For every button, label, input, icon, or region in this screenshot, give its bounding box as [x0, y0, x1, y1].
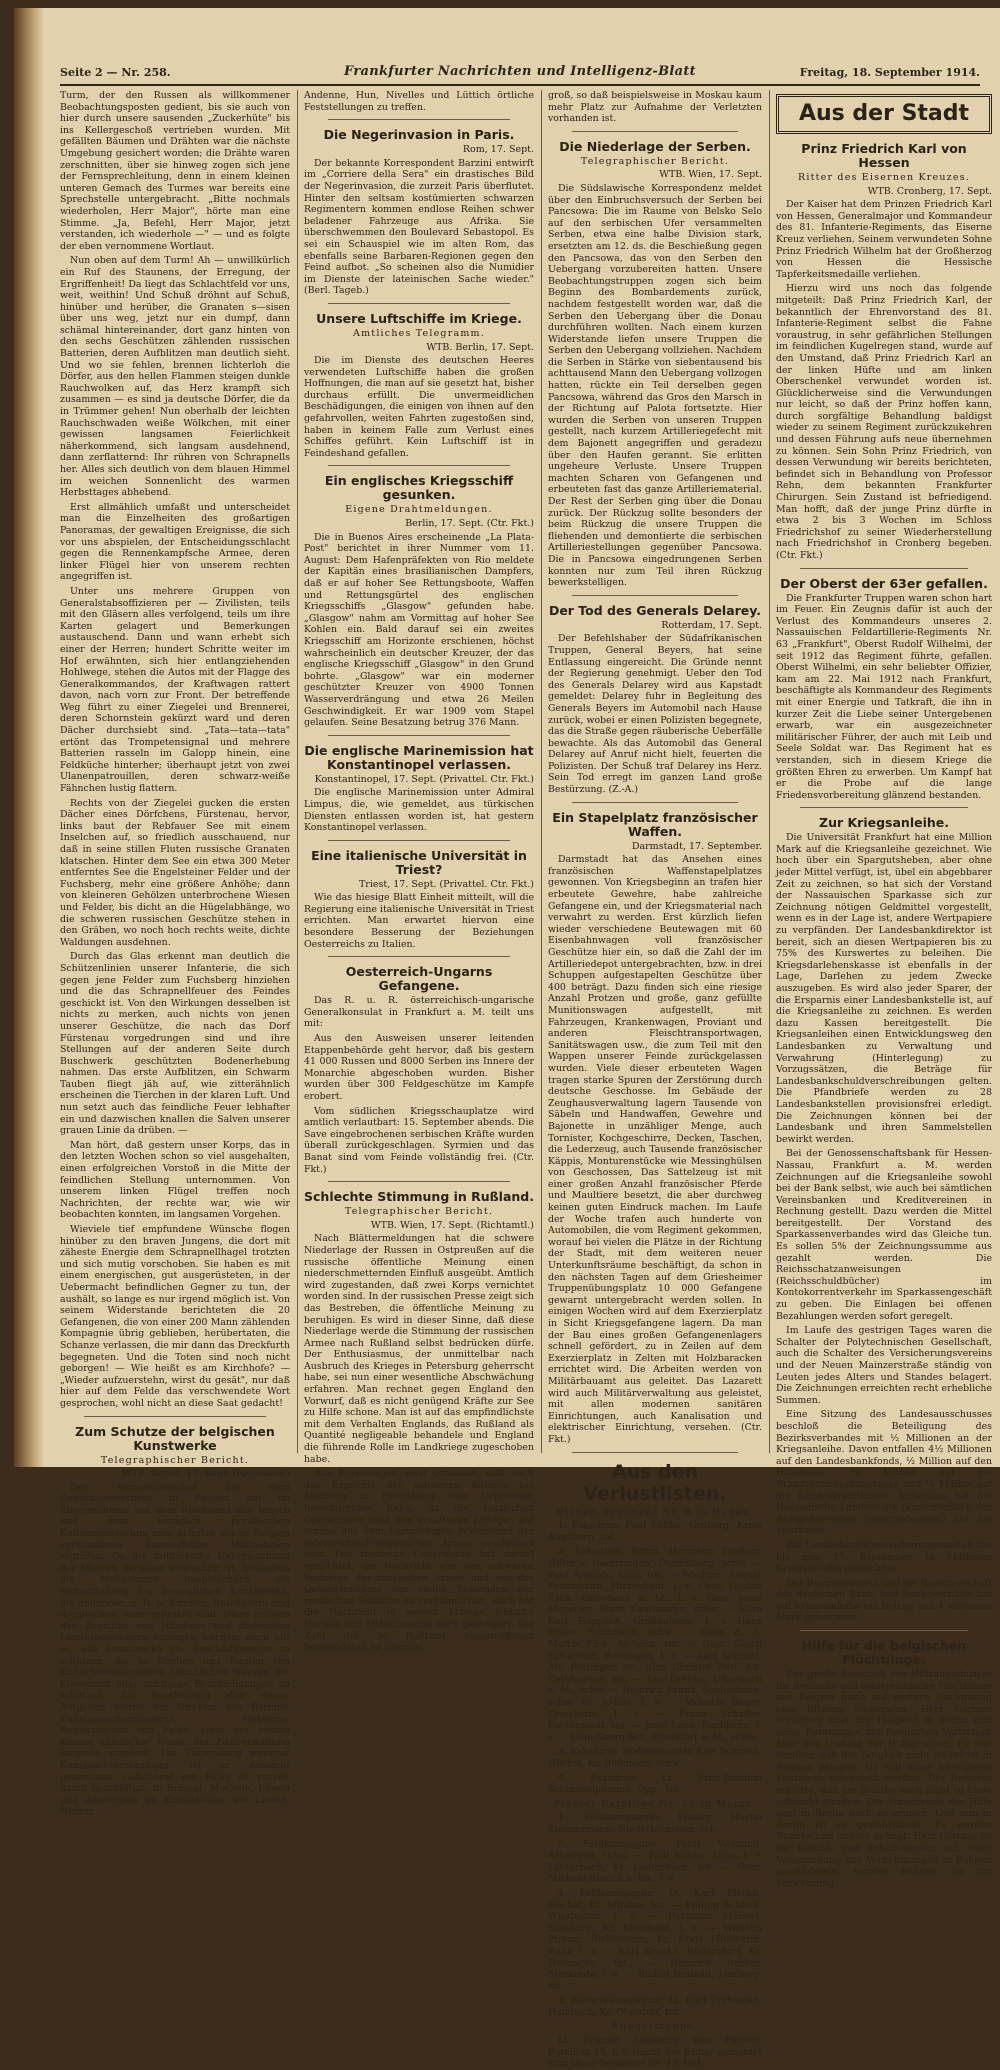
article-separator	[328, 119, 510, 120]
headline-kriegsschiff: Ein englisches Kriegsschiff gesunken.	[324, 473, 514, 503]
list-entry: 1. Feldkompagnie: Pionier Martin Zimmermann, Niederlahnstein, tot.	[548, 1812, 762, 1835]
article-separator	[572, 802, 738, 803]
dateline: WTB. Berlin, 17. Sept. (Richtamtl.)	[121, 1468, 290, 1480]
subheadline: Pionier-Bataillon Nr. 25 in Mainz.	[553, 1798, 757, 1810]
article-paragraph: Eine Sitzung des Landesausschusses beschloß die Beteiligung des Bezirksverbandes mit ½ Millionen an der Kriegsanleihe. Davon entfallen 4½ Millionen auf den Landesbankfonds, ½ Million auf den Hilfsfonds, ¼ Million auf die Brandversicherungskasse und ¼ Million auf die Landeskreditkasse. Außerdem hat die Nassauische Landesbank (einschließlich der dazugehörenden Spargutsbanken) auf die Sparkasse.	[776, 1409, 992, 1537]
list-entry: 3. Feldkompagnie: Peter Weigand, Arheilgen, schw. — Paul Kohler, Olpe, l. v. Lauterbach, Kr. Lauterbach, tot. — Gesr. Michael Bierich a. Rh., l. v.	[548, 1838, 762, 1885]
section-title-aus-der-stadt: Aus der Stadt	[776, 94, 992, 134]
article-paragraph: Nach Blättermeldungen hat die schwere Niederlage der Russen in Ostpreußen auf die russische öffentliche Meinung einen niederschmetternden Einfluß ausgeübt. Amtlich wird zugestanden, daß zwei Korps vernichtet worden sind. In der russischen Presse zeigt sich das Bestreben, die öffentliche Meinung zu beruhigen. Es wird in dieser Sinne, daß diese Niederlage werde die Stimmung der russischen Armee nach Rußland selbst bedrücken dürfe. Der Enthusiasmus, der unmittelbar nach Ausbruch des Krieges in Petersburg geherrscht habe, sei nun einer wesentliche Abschwächung erfahren. Man rechnet gegen England den Vorwurf, daß es nicht genügend Kräfte zur See zu Hilfe schone. Man ist auf das empfindlichste mit dem Verhalten Englands, das Rußland als Quantité negligeable behandele und England die führende Rolle im Landkriege zugeschoben habe.	[304, 1233, 534, 1465]
headline-gefangene: Oesterreich-Ungarns Gefangene.	[345, 964, 493, 994]
headline-marinemission: Die englische Marinemission hat Konstantinopel verlassen.	[304, 742, 534, 772]
article-paragraph: Wie das hiesige Blatt Einheit mitteilt, will die Regierung eine italienische Universität in Triest errichten. Man erwartet hiervon eine besondere Besserung der Beziehungen Oesterreichs zu Italien.	[304, 892, 534, 950]
article-separator	[328, 465, 510, 466]
list-entry: 4. Eskadron: Lt. Fritz-Joachim Schimmelpfennig, Opp., tot.	[548, 1772, 762, 1796]
list-entry: 1. Eskadron: Paul Lübke, Grüberg, Kreis Augsburg, tot.	[548, 1520, 762, 1543]
article-separator	[328, 1181, 510, 1182]
headline-stapelplatz: Ein Stapelplatz französischer Waffen.	[552, 809, 758, 839]
article-separator	[328, 735, 510, 736]
article-paragraph: Man hört, daß gestern unser Korps, das in den letzten Wochen schon so viel ausgehalten, einen erfolgreichen Vorstoß in die Mitte der feindlichen Stellung unternommen. Von unserem linken Flügel treffen noch Nachrichten, der rechte war, wie wir beobachten konnten, im langsamen Vorgehen.	[60, 1139, 290, 1221]
headline-universitaet: Eine italienische Universität in Triest?	[311, 847, 527, 877]
column-3	[548, 90, 762, 2070]
dateline: Triest, 17. Sept. (Privattel. Ctr. Fkt.)	[358, 878, 534, 890]
article-paragraph: Die englische Marinemission unter Admiral Limpus, die, wie gemeldet, aus türkischen Diensten entlassen worden ist, hat gestern Konstantinopel verlassen.	[304, 787, 534, 834]
article-paragraph: Andenne, Hun, Nivelles und Lüttich örtliche Feststellungen zu treffen.	[304, 90, 534, 113]
headline-serben: Die Niederlage der Serben.	[559, 138, 751, 154]
page-number: Seite 2 — Nr. 258.	[60, 66, 171, 79]
column-divider	[769, 90, 770, 1453]
headline-luftschiffe: Unsere Luftschiffe im Kriege.	[316, 310, 522, 326]
headline-prinz: Prinz Friedrich Karl von Hessen	[801, 141, 967, 170]
article-paragraph: Rechts von der Ziegelei gucken die ersten Dächer eines Dörfchens, Fürstenau, hervor, links baut der Rebfauer See mit einem Inselchen auf, so friedlich ausschauend, nur daß in seine stillen Fluten russische Granaten klatschen. Hinter dem See ein etwa 300 Meter entferntes See die Engelsteiner Felder und der Fuchsberg, mehr eine größere Anhöhe; dann von kleineren Gehölzen unterbrochene Wiesen und Felder, bis dicht an die Hügelabhänge, wo die schweren russischen Geschütze stehen in den Gräben, wo noch hoch rechts weite, dichte Waldungen ausdehnen.	[60, 797, 290, 948]
article-separator	[84, 1416, 266, 1417]
article-paragraph: Durch das Glas erkennt man deutlich die Schützenlinien unserer Infanterie, die sich gegen jene Felder zum Fuchsberg hinziehen und die das Schrapnellfeuer des Feindes geschickt ist. Von den Wirkungen desselben ist nichts zu merken, auch nichts von jenen unserer Geschütze, die nach das Dorf Fürstenau vorgedrungen sind und ihre Stellungen auf der anderen Seite durch Buschwerk geschützten Bodenerhebung nahmen. Das erste Aufblitzen, ein Schwarm Tauben fliegt jäh auf, wie zitterähnlich erscheinen die Tierchen in der klaren Luft. Und nun setzt auch das feindliche Feuer lebhafter ein und dazwischen knallen die Salven unserer grauen Linie da drüben. —	[60, 951, 290, 1137]
article-paragraph: Im Laufe des gestrigen Tages waren die Schalter der Polytechnischen Gesellschaft, auch die Schalter des Versicherungsvereins und der Neuen Mainzerstraße ständig von Leuten jedes Alters und Standes belagert. Die Zeichnungen erreichten recht erhebliche Summen.	[776, 1325, 992, 1406]
subheadline: Telegraphischer Bericht.	[580, 155, 730, 167]
article-separator	[328, 956, 510, 957]
article-paragraph: Unter uns mehrere Gruppen von Generalstabsoffizieren per — Zivilisten, teils mit den Gläsern alles verfolgend, teils um ihre Karten gelagert und Bemerkungen austauschend. Dann und wann erhebt sich einer der Herren; hundert Schritte weiter im Hof erwähnten, sich hier entlangziehenden Hohlwege, stehen die Autos mit der Flagge des Generalkommandos, der Kraftwagen rattert davon, nach vorn zur Front. Der betreffende Weg führt zu einer Ziegelei und Brennerei, deren Schornstein gekürzt ward und deren Dächer durchsiebt sind. „Tata—tata—tata" ertönt das Trompetensignal und mehrere Batterien rasseln im Galopp hinein, eine Feldküche hinterher; überhaupt jetzt von zwei Ulanenpatrouillen, deren schwarz-weiße Fähnchen lustig flattern.	[60, 585, 290, 795]
article-paragraph: Turm, der den Russen als willkommener Beobachtungsposten gedient, bis sie auch von hier durch unsere sausenden „Zuckerhüte" bis ins Kellergeschoß vertrieben wurden. Mit gefällten Bäumen und Drähten war die nächste Umgebung gesichert worden; die Drähte waren zerschnitten, über sie hinweg zogen sich jene der Fernsprechleitung, denn in einem kleinen unteren Gemach des Turmes war bereits eine Sprechstelle untergebracht. „Bitte nochmals wiederholen, Herr Major", hörte man eine Stimme. „Ja, Befehl, Herr Major, jetzt verstanden, ich wiederhole —" — und es folgte der eben vernommene Wortlaut.	[60, 90, 290, 252]
subheadline: Telegraphischer Bericht.	[100, 1454, 250, 1466]
article-paragraph: Nun oben auf dem Turm! Ah — unwillkürlich ein Ruf des Staunens, der Erregung, der Ergriffenheit! Da liegt das Schlachtfeld vor uns, weit, weithin! Und Schuß dröhnt auf Schuß, hinüber und herüber, die Granaten s—sisen über uns weg, jetzt nur ein dumpf, dann schämal hintereinander, dort ganz hinten von den sechs Geschützen zählenden russischen Batterien, deren Aufblitzen man deutlich sieht. Und wo sie fehlen, brennen lichterloh die Dörfer, aus den hellen Flammen steigen dunkle Rauchwolken auf, das Herz krampft sich zusammen — es sind ja deutsche Dörfer, die da in Trümmer gehen! Nun oberhalb der leichten Rauchschwaden weiße Wölkchen, mit einer gewissen langsamen Feierlichkeit näherkommend, sich langsam ausdehnend, dann zerflatternd: Ihr rühren von Schrapnells her. Alles sich deutlich von dem blauen Himmel im weichen Sonnenlicht des warmen Herbsttages abhebend.	[60, 255, 290, 499]
article-paragraph: Die Landesbezirksversicherungsanstalt hat bis zum 17. September 16 Millionen Kriegsanleihe gezeichnet.	[776, 1539, 992, 1575]
headline-negerinvasion: Die Negerinvasion in Paris.	[323, 127, 515, 143]
article-paragraph: Die im Dienste des deutschen Heeres verwendeten Luftschiffe haben die großen Hoffnungen, die man auf sie gesetzt hat, bisher durchaus erfüllt. Die unvermeidlichen Beschädigungen, die einigen von ihnen auf den gefahrvollen, weiten Fahrten zugestoßen sind, haben in keinem Falle zum Verlust eines Schiffes geführt. Kein Luftschiff ist in Feindeshand gefallen.	[304, 355, 534, 459]
subheadline: Telegraphischer Bericht.	[344, 1206, 494, 1218]
article-paragraph: Der Kaiser hat dem Prinzen Friedrich Karl von Hessen, Generalmajor und Kommandeur des 81. Infanterie-Regiments, das Eiserne Kreuz verliehen. Seinem verwundeten Sohne Prinz Friedrich Wilhelm hat der Großherzog von Hessen die Hessische Tapferkeitsmedaille verliehen.	[776, 199, 992, 280]
dateline: WTB. Wien, 17. Sept.	[659, 169, 762, 181]
list-entry: 4. Feldkompagnie: Lt. Karl Fleckh, Höchst, Kr. Minden, tot. — Philipp Schlink, Wiesbaden, l. v. — Hermann Mälzerl, Duisburg, Kr. Kleinbuhl, l. v. — Wilhelm Pfrang, Biebesheim, Kr. Kreis Mühlheim-Ruhr, l. v. — Karl Krenke, Rüdersdorf, Kr. Hattingen, tot. — Heinrich Becker, Sterkrade, l. v. — Rudolf Brahold, Limburg, tot.	[548, 1887, 762, 1992]
subheadline: Amtliches Telegramm.	[353, 327, 485, 339]
article-paragraph: Die Frankfurter Truppen waren schon hart im Feuer. Ein Zeugnis dafür ist auch der Verlust des Kommandeurs unseres 2. Nassauischen Feldartillerie-Regiments Nr. 63 „Frankfurt", Oberst Rudolf Wilhelmi, der seit 1912 das Regiment führte, gefallen. Oberst Wilhelmi, ein sehr beliebter Offizier, kam am 22. Mai 1912 nach Frankfurt, beschäftigte als Kommandeur des Regiments mit einer Energie und Tatkraft, die ihn in kurzer Zeit die Liebe seiner Untergebenen erwarb, war ein ausgezeichneter militärischer Führer, der auch mit Leib und Seele Soldat war. Das Regiment hat es verstanden, sich in diesem Kriege die größten Ehren zu erwerben. Um Kampf hat er die Probe auf die lange Friedensvorbereitung glänzend bestanden.	[776, 592, 992, 801]
article-paragraph: Erst allmählich umfaßt und unterscheidet man die Einzelheiten des großartigen Panoramas, der gewaltigen Ereignisse, die sich vor uns abspielen, der Entscheidungsschlacht gegen die Rennenkampfsche Armee, deren linker Flügel hier von unserem rechten angegriffen ist.	[60, 501, 290, 583]
article-separator	[572, 131, 738, 132]
dateline: Konstantinopel, 17. Sept. (Privattel. Ctr. Fkt.)	[314, 773, 534, 785]
article-separator	[800, 568, 968, 569]
dateline: Rom, 17. Sept.	[462, 144, 534, 156]
headline-belgian-art: Zum Schutze der belgischen Kunstwerke	[75, 1423, 275, 1453]
article-paragraph: Wieviele tief empfundene Wünsche flogen hinüber zu den braven Jungens, die dort mit zäheste Energie dem Schrapnellhagel trotzten und sich mutig vorschoben. Sie haben es mit einem energischen, gut ausgerüsteten, in der Uebermacht befindlichen Gegner zu tun, der aushält, so lange es nur irgend möglich ist. Von seinem Widerstande berichteten die 20 Gefangenen, die von einer 200 Mann zählenden Kompagnie übrig geblieben, herübertaten, die Schanze verlassen, die mir dann das Dreckfurth begegneten. Und die Toten sind noch nicht geborgen! — Wie heißt es am Kirchhofe? — „Wieder aufzuerstehn, wirst du gesät", nur daß hier auf dem Felde das verschwendete Wort gesprochen, wohl nicht an diese Saat gedacht!	[60, 1224, 290, 1409]
article-paragraph: Der Beamtenverein und die Beamtenschaft der deutschen Bank- und Bankgeschäfte hat auf Kriegsanleihe ein Betrag von 4 Millionen Mark gezeichnet.	[776, 1577, 992, 1624]
dateline: Berlin, 17. Sept. (Ctr. Fkt.)	[405, 518, 534, 530]
article-paragraph: Der bekannte Korrespondent Barzini entwirft im „Corriere della Sera" ein drastisches Bild der Negerinvasion, die zurzeit Paris überflutet. Hinter den seltsam kostümierten schwarzen Regimentern kommen endlose Reihen schwer beladener Fahrzeuge aus Afrika. Sie überschwemmen den Boulevard Sebastopol. Es sei ein Schauspiel wie im alten Rom, das ebenfalls seine Barbaren-Regionen gegen den Feind aufbot. „So scheinen also die Numidier im Dienste der lateinischen Sache wieder." (Berl. Tageb.)	[304, 157, 534, 297]
article-separator	[328, 840, 510, 841]
article-separator	[800, 807, 968, 808]
article-paragraph: groß, so daß beispielsweise in Moskau kaum mehr Platz zur Aufnahme der Verletzten vorhanden ist.	[548, 90, 762, 125]
article-paragraph: Vom südlichen Kriegsschauplatze wird amtlich verlautbart: 15. September abends. Die Save eingebrochenen serbischen Kräfte wurden überall zurückgeschlagen. Syrmien und das Banat sind vom Feinde vollständig frei. (Ctr. Fkt.)	[304, 1105, 534, 1175]
newspaper-title: Frankfurter Nachrichten und Intelligenz-Blatt	[344, 64, 696, 79]
column-divider	[297, 90, 298, 1453]
headline-kriegsanleihe: Zur Kriegsanleihe.	[819, 815, 949, 831]
headline-delarey: Der Tod des Generals Delarey.	[548, 602, 762, 618]
headline-verlustlisten: Aus den Verlustlisten.	[583, 1460, 727, 1505]
article-paragraph: Die in Buenos Aires erscheinende „La Plata-Post" berichtet in ihrer Nummer vom 11. August: Dem Hafenpräfekten von Rio meldete der Kapitän eines brasilianischen Dampfers, daß er auf hoher See Rettungsboote, Waffen und Rettungsgürtel des englischen Kriegsschiffs „Glasgow" gefunden habe. „Glasgow" nahm am Vormittag auf hoher See Kohlen ein. Bald darauf sei ein zweites Kriegsschiff am Horizonte erschienen, höchst wahrscheinlich ein deutscher Kreuzer, der das englische Kriegsschiff „Glasgow" in den Grund bohrte. „Glasgow" war ein moderner geschützter Kreuzer von 4900 Tonnen Wasserverdrängung und etwa 26 Meilen Geschwindigkeit. Er war 1909 vom Stapel gelaufen. Seine Besatzung betrug 376 Mann.	[304, 531, 534, 729]
column-4	[776, 90, 992, 1889]
column-1	[60, 90, 290, 1818]
list-entry: 3. Eskadron: Stabsveterinär Karl Schmidt, Höchst, Kr. Büdingen, schw.	[548, 1746, 762, 1769]
article-paragraph: Der Verwaltungschef bei dem Generalgouverneur in Belgien hat im Einvernehmen mit dem Reichsamt des Innern und dem königlich preußischen Kultusministerium zum Schutze der in Belgien vorhandenen Kunstschätze Maßnahmen ergriffen. Da die militärische Ueberwachung der Museen derselbe wesentlich ist, bestreben die Maßnahmen hauptsächlich die Sicherstellung der beweglichen Kunstwerke, die anderswo, z. B. in Kirchen, Rathäusern und dergleichen, untergebracht sind. Diese müssen den Zugriffen von Händlern und diebischen Landesbewohnern entzogen werden; auch gilt es, alle Kunstwerke vor Beschädigungen zu schützen, die in Kirchen und Bauten von Kulturbesonderheiten befindlichen Werken der Kleinkunst oder achtlosen Beschädigungen zu schützen. Zur Bearbeitung aller dieser Aufgaben wurde der Direktor des Berliner Kunstgewerbemuseums, Geheimer Regierungsrat von Falke, einer der besten Kenner sämtlicher Kunst, der Zivilverwaltung Belgiens zugeteilt. Die Entsendung weiterer Kunstsachverständiger ist in Aussicht genommen. Geheimrat von Falke ist zurzeit damit beschäftigt, in Brüssel, Mecheln, Löwen und Antwerpen an Kunststätten wie Löwen, Namur,	[60, 1481, 290, 1818]
article-paragraph: Hierzu wird uns noch das folgende mitgeteilt: Daß Prinz Friedrich Karl, der bekanntlich der Ehrenvorstand des 81. Infanterie-Regiment selbst die Fahne voraustrug, in sehr gefährlichen Stellungen im feindlichen Kugelregen stand, wurde auf den Umstand, daß Prinz Friedrich Karl an der linken Hüfte und am linken Oberschenkel verwundet worden ist. Glücklicherweise sind die Verwundungen nur leicht, so daß der Prinz hoffen kann, durch sorgfältige Behandlung baldigst wieder zu seinem Regiment zurückzukehren und dessen Führung aufs neue übernehmen zu können. Sein Sohn Prinz Friedrich, von dessen Verwundung wir bereits berichteten, befindet sich in Behandlung von Professor Rehn, dem bekannten Frankfurter Chirurgen. Sein Zustand ist befriedigend. Man hofft, daß der junge Prinz dürfte in etwa 2 bis 3 Wochen im Schloss Friedrichshof zu seiner Wiederherstellung nach Friedrichshof in Cronberg begeben. (Ctr. Fkt.)	[776, 283, 992, 561]
dateline: WTB. Cronberg, 17. Sept.	[867, 185, 992, 197]
subheadline: Ritter des Eisernen Kreuzes.	[798, 172, 970, 183]
article-paragraph: Die Südslawische Korrespondenz meldet über den Einbruchsversuch der Serben bei Pancsowa: Die im Raume von Belsko Selo auf den serbischen Ufer versammelten Serben, etwa eine halbe Division stark, ersetzten am 12. ds. die Beschießung gegen den Pancsowa, das von den Serben den Uebergang vorzubereiten hatten. Unsere Beobachtungstruppen zogen sich beim Beginn des Bombardements zurück, nachdem festgestellt worden war, daß die Serben den Uebergang über die Donau durchführen wollten. Nach einem kurzen Widerstande liefen unsere Truppen die Serben den Uebergang vollziehen. Nachdem die Serben in Stärke von siebentausend bis achttausend Mann den Uebergang vollzogen hatten, rückte ein Teil derselben gegen Pancsowa, während das Gros den Marsch in der Richtung auf Palota fortsetzte. Hier wurden die Serben von unseren Truppen gestellt, nach kurzem Artilleriegefecht mit dem Bajonett angegriffen und geradezu über den Haufen gerannt. Sie erlitten ungeheure Verluste. Unsere Truppen machten Scharen von Gefangenen und erbeuteten fast das ganze Artilleriematerial. Der Rest der Serben ging über die Donau zurück. Der Rückzug sollte besonders der beim Rückzug die unsere Truppen die fliehenden und demontierte die serbischen Artilleriestellungen gegenüber Pancsowa. Die in Pancsowa eingedrungenen Serben konnten nur zum Teil ihren Rückzug bewerkstelligen.	[548, 182, 762, 589]
article-paragraph: Der Befehlshaber der Südafrikanischen Truppen, General Beyers, hat seine Entlassung eingereicht. Die Gründe nennt der Regierung genehmigt. Ueber den Tod des Generals Delarey wird aus Kapstadt gemeldet: Delarey fuhr in Begleitung des Generals Beyers im Automobil nach Hause zurück, wobei er einen Polizisten begegnete, das die Straße gegen räuberische Ueberfälle bewachte. Als das Automobil das General Delarey auf Anruf nicht hielt, feuerten die Polizisten. Der Schuß traf Delarey ins Herz. Sein Tod erregt im ganzen Land große Bestürzung. (Z.-A.)	[548, 633, 762, 796]
article-separator	[328, 303, 510, 304]
headline-fluechtlinge: Hilfe für die belgischen Flüchtlinge.	[801, 1638, 967, 1668]
article-paragraph: Darmstadt hat das Ansehen eines französischen Waffenstapelplatzes gewonnen. Von Kriegsbeginn an trafen hier erbeutete Gewehre, habe zahlreiche Gefangene ein, und der Kriegsmaterial nach verwahrt zu werden. Erst kürzlich liefen wieder verschiedene Beutewagen mit 60 Eisenbahnwagen voll französischer Geschütze hier ein, so daß die Zahl der im Artilleriedepot untergebrachten, bzw. in drei Schuppen aufgestapelten Geschütze über 400 beträgt. Dazu finden sich eine riesige Anzahl Protzen und große, ganz gefüllte Munitionswagen aufgestellt, mit Fahrzeugen, Krankenwagen, Proviant und anderen Fleischtransportwagen, Sanitätswagen usw., die zum Teil mit den Wappen unserer Feinde zurückgelassen wurden. Viele dieser erbeuteten Wagen tragen starke Spuren der Zerstörung durch deutsche Geschosse. Im Gebäude der Zeughausverwaltung lagern Tausende von Säbeln und Handwaffen, Gewehre und Bajonette in unzähliger Menge, auch Tornister, Kochgeschirre, Decken, Taschen, die Lederzeug, auch Tausende französischer Käppis, Monturenstücke wie Messinghülsen von Geschossen, Das Sattelzeug ist mit einer großen Anzahl französischer Pferde und Maultiere besetzt, die aber durchweg keinen guten Eindruck machen. Im Laufe der Woche trafen auch hunderte von Automobilen, die vom Regiment gekommen, worauf bei vielen die Plätze in der Richtung der Stadt, mit dem weiteren neuer Unterkunftsräume beschäftigt, da schon in den nächsten Tagen auf dem Griesheimer Truppenübungsplatz 10 000 Gefangene gewarnt untergebracht werden sollen. In einigen Wochen wird auf dem Exerzierplatz in Sicht Kriegsgefangene lagern. Da man der Bau eines großen Gefangenenlagers schnell gefördert, zu in Zeilen auf dem Exerzierplatz in Zelten mit Holzbaracken errichtet wird. Die Arbeiten werden von Militärbauamt aus geleitet. Das Lazarett wird auch Militärverwaltung aus geleistet, mit allen modernen sanitären Einrichtungen, auch Kanalisation und elektrischer Einrichtung, versehen. (Ctr. Fkt.)	[548, 854, 762, 1445]
dateline: WTB. Wien, 17. Sept. (Richtamtl.)	[370, 1219, 534, 1231]
column-divider	[541, 90, 542, 1453]
list-entry: 2. Eskadron: Rittm. Hermann Freiherr Hiller v. Gaertringen, Dusdinburg, schw. — Paul Arnolds, Köln, tot. — Wachtm. August Franzmann, Hirzenhain, l. v. Gesr. Gustav Esch, Offenbach a. M., l. v. Gesr. Josef Mayerter, Stadt Kaufbeuren, schw. — Ulan Karl Hoppach, Großauheim, l. v. Hans Holler, Stumbach, schw. — Gesr. d. R. Martin Fink, Alsheim, tot. — Gesr. Georg Erbachert, Bessingen, l. v. — Karl Schmitt, Alt. Rettinger, tot. Ulan Christof Weil, Alt. Gelnhausen, tot. — Leo Drehler, Offenbach a. M., schw. — Heinrich Frank, Schlierbach, schw. Kr. Jodeis, l. v. — Valentin Bauer, Griesheim, l. v. — Franz Schader, Biedenstadt, tot. — Josef Lang, Bachheim, l. v. — Ulan Georg Sch, Frankfurt a. M., schw.	[548, 1546, 762, 1743]
headline-oberst: Der Oberst der 63er gefallen.	[780, 575, 988, 591]
article-paragraph: Bei der Genossenschaftsbank für Hessen-Nassau, Frankfurt a. M. werden Zeichnungen auf die Kriegsanleihe sowohl bei der Bank selbst, wie auch bei sämtlichen Vereinsbanken und Kreditvereinen in Rechnung gestellt. Dazu werden die Mittel bereitgestellt. Der Vorstand des Sparkassenverbandes wird das Gleiche tun. Es sollen 5% der Zeichnungssumme aus gezahlt werden. Die Reichsschatzanweisungen (Reichsschuldbücher) im Kontokorrentverkehr im Sparkassengeschäft zu geben. Die Einlagen bei offenen Bezahlungen werden sofort geregelt.	[776, 1148, 992, 1322]
column-2	[304, 90, 534, 1654]
dateline: Rotterdam, 17. Sept.	[661, 619, 762, 631]
list-entry: 2. Reservekompagnie: Lt. Kurt Trebeman, Hombach, Kr. Oberdorf, tot.	[548, 1995, 762, 2018]
issue-date: Freitag, 18. September 1914.	[799, 66, 980, 79]
headline-stimmung: Schlechte Stimmung in Rußland.	[304, 1189, 534, 1205]
article-separator	[800, 1630, 968, 1631]
dateline: WTB. Berlin, 17. Sept.	[426, 341, 534, 353]
article-paragraph: Aus Kopenhagen wird gemeldet, daß auch das Ergebnis der schweren Kämpfe bei Lemberg in Petersburg eine Depression hervorgerufen habe, da die russischen Operationen nach den erhaltenen Erfolgen auf einmal aus dem hartnäckigen Widerstand der österreichisch-ungarischen Armee gescheitert sind. Der russische Generalstab hat darauf verzichtet, die Nachricht von den schweren Verlusten der russischen Armee und von der Gefangennahme von vielen Tausenden von russischen Soldaten zu verheimlichen, doch hat die Nachricht in weiten Kreisen lebhafte Unruhe und Mißstimmung noch gesteigert. Die Zahl der in Rußland eingetroffenen Verwundeten ist überaus	[304, 1468, 534, 1654]
subheadline: Fliegertruppe.	[611, 2021, 699, 2033]
page-header	[60, 62, 980, 86]
subheadline: Eigene Drahtmeldungen.	[345, 504, 493, 516]
list-entry: Lt. Brutzer, Augsburg, vom Pionier-Bataillon 19, l. v. (nicht wie früher gemeldet vom Jäger-Regiment Nr. 13, tot).	[548, 2035, 762, 2070]
article-paragraph: Das R. u. R. österreichisch-ungarische Generalkonsulat in Frankfurt a. M. teilt uns mit:	[304, 995, 534, 1030]
article-paragraph: Der große Ausschuß des Hilfsausschusses für deutsche und österreichische Flüchtlinge aus Belgien hatte auf gestern Nachmittag eine Sitzung einberufen. Herr Gärtner erstattete über die Tätigkeit in Berlin und seine Beratungen mit Belgischen Vertretern über den Umfang der Hilfsarbeiten. Es war darüber, daß die Tätigkeit nicht weiter ist in Belgien gelegen; sie soll einer freiwilligen Konferenz unterstellt werden. Der Referent erklärte, daß die Bezirke noch nicht zu Ende gebracht werden. Der Vorsitzende der Hilfe sind in Berlin noch zu ordnen. Und nun in Berlin ist es gewährleistet. Es werden Bezirke und andere gelingt. Herr Gärtner ist für Beihilfe und Schadenersatz mit einer Versammlung nur Vernehmungen in Belgien gewährleistet werden können. So zur Verwahrung	[776, 1669, 992, 1889]
article-paragraph: Die Universität Frankfurt hat eine Million Mark auf die Kriegsanleihe gezeichnet. Wie hoch über ein Spargutsheben, aber ohne jeder Mittel verfügt, ist, übel ein abgebbarer Zeit zu zeichnen, so hat sich der Vorstand der Nassauischen Sparkasse sich zur Zeichnung nötigen Geldmittel vorgestellt, wenn es in der Lage ist, andere Wertpapiere zu verpfänden. Der Landesbankdirektor ist bereit, sich an diesen Wertpapieren bis zu 75% des Kurswertes zu beleihen. Die Kriegsdarlehenskasse ist ebenfalls in der Lage, Darlehen zu jedem Zwecke auszugeben. Es wird also jeder Sparer, der die Ersparnis einer Landesbankstelle ist, auf die Kriegsanleihe zu zeichnen. Es werden dazu Kassen bereitgestellt. Die Kriegsanleihen einen Entwicklungsweg den Landesbanken zu Verwaltung und Verwahrung (Hinterlegung) zu Vorzugssätzen, die Beträge für Landesbankschuldverschreibungen gelten. Die Pfandbriefe werden zu 28 Landesbankstellen provisionsfrei erledigt. Die Zeichnungen können bei der Landesbank und ihren Sammelstellen bewirkt werden.	[776, 832, 992, 1145]
dateline: Darmstadt, 17. September.	[631, 840, 762, 852]
article-paragraph: Aus den Ausweisen unserer leitenden Etappenbehörde geht hervor, daß bis gestern 41 000 Russen und 8000 Serben ins Innere der Monarchie abgeschoben wurden. Bisher wurden über 300 Feldgeschütze im Kampfe erobert.	[304, 1033, 534, 1102]
subheadline: Ulanen-Regiment Nr. 6 in Hanau.	[555, 1506, 755, 1518]
article-separator	[572, 595, 738, 596]
article-separator	[572, 1452, 738, 1453]
newspaper-page	[14, 8, 1000, 2070]
